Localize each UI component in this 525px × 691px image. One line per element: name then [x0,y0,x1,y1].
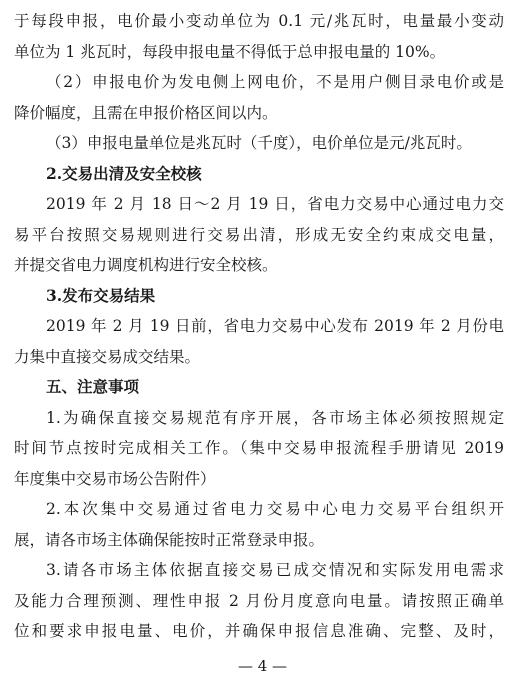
text-line: 单位为 1 兆瓦时，每段申报电量不得低于总申报电量的 10%。 [14,42,446,61]
text-line: 及能力合理预测、理性申报 2 月份月度意向电量。请按照正确单 [14,591,504,610]
text-line: 时间节点按时完成相关工作。（集中交易申报流程手册请见 2019 [14,439,504,457]
text-line: （2）申报电价为发电侧上网电价，不是用户侧目录电价或是 [46,73,504,91]
text-line: 展，请各市场主体确保能按时正常登录申报。 [14,530,325,549]
text-line: 易平台按照交易规则进行交易出清，形成无安全约束成交电量， [14,225,504,244]
page-number: — 4 — [237,657,288,675]
text-line: 于每段申报，电价最小变动单位为 0.1 元/兆瓦时，电量最小变动 [14,12,504,30]
text-line: 2.本次集中交易通过省电力交易中心电力交易平台组织开 [46,500,504,518]
text-line: 2019 年 2 月 18 日～2 月 19 日，省电力交易中心通过电力交 [46,195,504,213]
text-line: 年度集中交易市场公告附件） [14,469,216,488]
text-line: 力集中直接交易成交结果。 [14,347,201,366]
text-line: 降价幅度，且需在申报价格区间以内。 [14,103,278,122]
section-heading: 3.发布交易结果 [46,285,156,305]
text-line: 1.为确保直接交易规范有序开展，各市场主体必须按照规定 [46,408,504,427]
section-heading: 五、注意事项 [46,377,140,396]
section-heading: 2.交易出清及安全校核 [46,163,202,183]
text-line: 位和要求申报电量、电价，并确保申报信息准确、完整、及时， [14,622,504,640]
text-line: 2019 年 2 月 19 日前，省电力交易中心发布 2019 年 2 月份电 [46,317,504,335]
text-line: （3）申报电量单位是兆瓦时（千度），电价单位是元/兆瓦时。 [46,134,472,152]
text-line: 并提交省电力调度机构进行安全校核。 [14,256,278,274]
text-line: 3.请各市场主体依据直接交易已成交情况和实际发用电需求 [46,561,504,579]
